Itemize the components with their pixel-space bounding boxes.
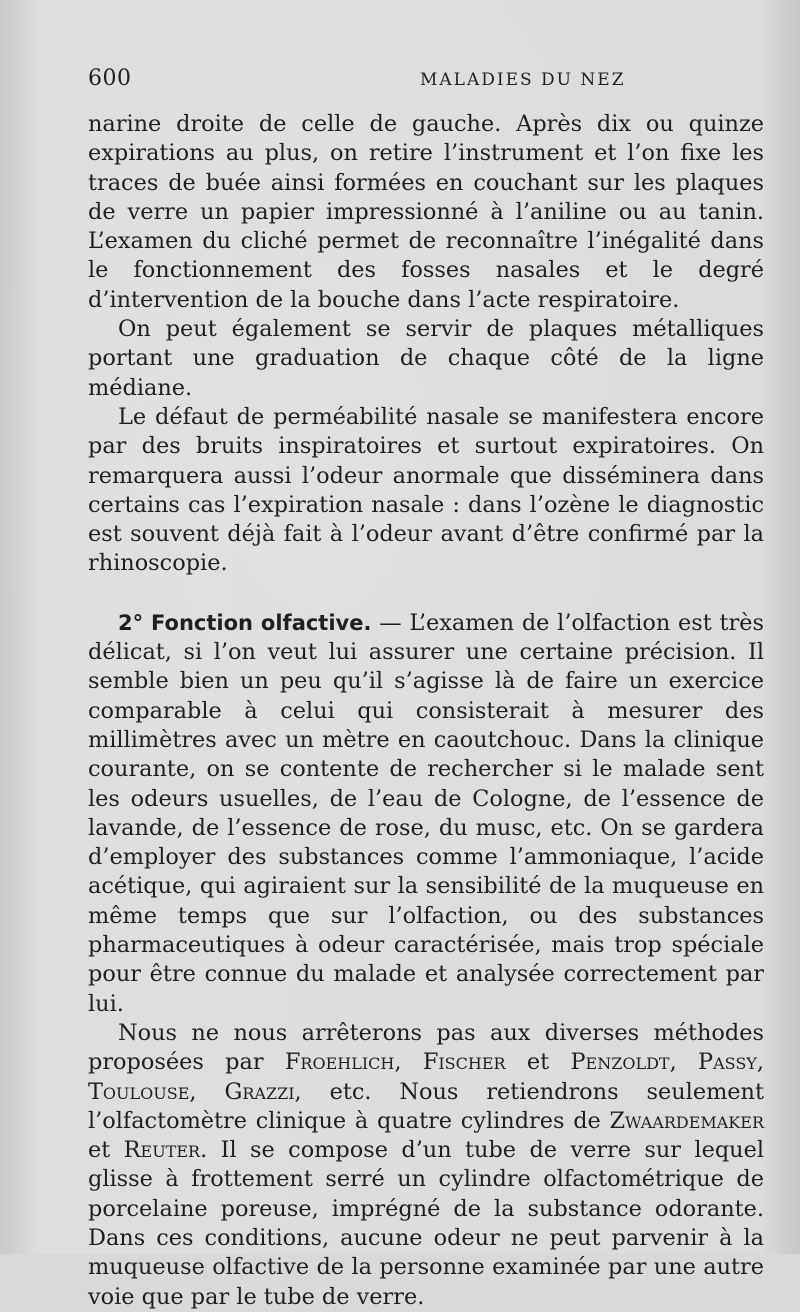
page-number: 600 [88,66,132,91]
text-run: et [505,1049,571,1076]
page-header [88,66,760,96]
text-run: , [189,1078,225,1105]
author-name: Grazzi [224,1078,295,1105]
paragraph-nasal-permeability: Le défaut de perméabilité nasale se manifestera encore par des bruits inspiratoires et surtout expiratoires. On remarquera aussi l’odeur anormale que disséminera dans certains cas l’expiration nasale : dans l’ozène le diagnostic est souvent déjà fait à l’odeur avant d’être confirmé par la rhinoscopie. [88,403,764,577]
author-name: Zwaardemaker [609,1107,764,1134]
text-run: . Il se compose d’un tube de verre sur lequel glisse à frottement serré un cylindre olfactométrique de porcelaine poreuse, imprégné de la substance odorante. Dans ces conditions, aucune odeur ne peut parvenir à la muqueuse olfactive de la personne examinée par une autre voie que par le tube de verre. [88,1137,764,1310]
body-text [88,110,764,1312]
running-title: MALADIES DU NEZ [420,70,626,90]
author-name: Reuter [123,1137,201,1164]
author-name: Toulouse [88,1078,190,1105]
section-title: 2° Fonction olfactive. [118,610,372,635]
author-name: Fischer [422,1049,506,1076]
text-run: , [669,1049,699,1076]
section-text: — L’examen de l’olfaction est très délicat, si l’on veut lui assurer une certaine précision. Il semble bien un peu qu’il s’agisse là de faire un exercice comparable à celui qui consisterait à mesurer des millimètres avec un mètre en caoutchouc. Dans la clinique courante, on se contente de rechercher si le malade sent les odeurs usuelles, de l’eau de Cologne, de l’essence de lavande, de l’essence de rose, du musc, etc. On se gardera d’employer des substances comme l’ammoniaque, l’acide acétique, qui agiraient sur la sensibilité de la muqueuse en même temps que sur l’olfaction, ou des substances pharmaceutiques à odeur caractérisée, mais trop spéciale pour être connue du malade et analysée correctement par lui. [88,609,764,1017]
text-run: , etc. Nous retiendrons seulement l’olfactomètre clinique à quatre cylindres de [88,1078,764,1134]
text-run: et [88,1137,124,1164]
paragraph-metal-plates: On peut également se servir de plaques métalliques portant une graduation de chaque côté de la ligne médiane. [88,316,764,401]
text-run: , [394,1049,423,1076]
author-name: Froehlich [284,1049,395,1076]
author-name: Passy [698,1049,757,1076]
author-name: Penzoldt [570,1049,670,1076]
text-run: , [756,1049,764,1076]
text-run: Nous ne nous arrêterons pas aux diverses méthodes proposées par [88,1019,764,1076]
section-olfactory-function [88,609,764,1019]
paragraph-olfactometer [88,1019,764,1312]
paragraph-continued: narine droite de celle de gauche. Après dix ou quinze expirations au plus, on retire l’instrument et l’on fixe les traces de buée ainsi formées en couchant sur les plaques de verre un papier impressionné à l’aniline ou au tanin. L’examen du cliché permet de reconnaître l’inégalité dans le fonctionnement des fosses nasales et le degré d’intervention de la bouche dans l’acte respiratoire. [88,111,764,313]
